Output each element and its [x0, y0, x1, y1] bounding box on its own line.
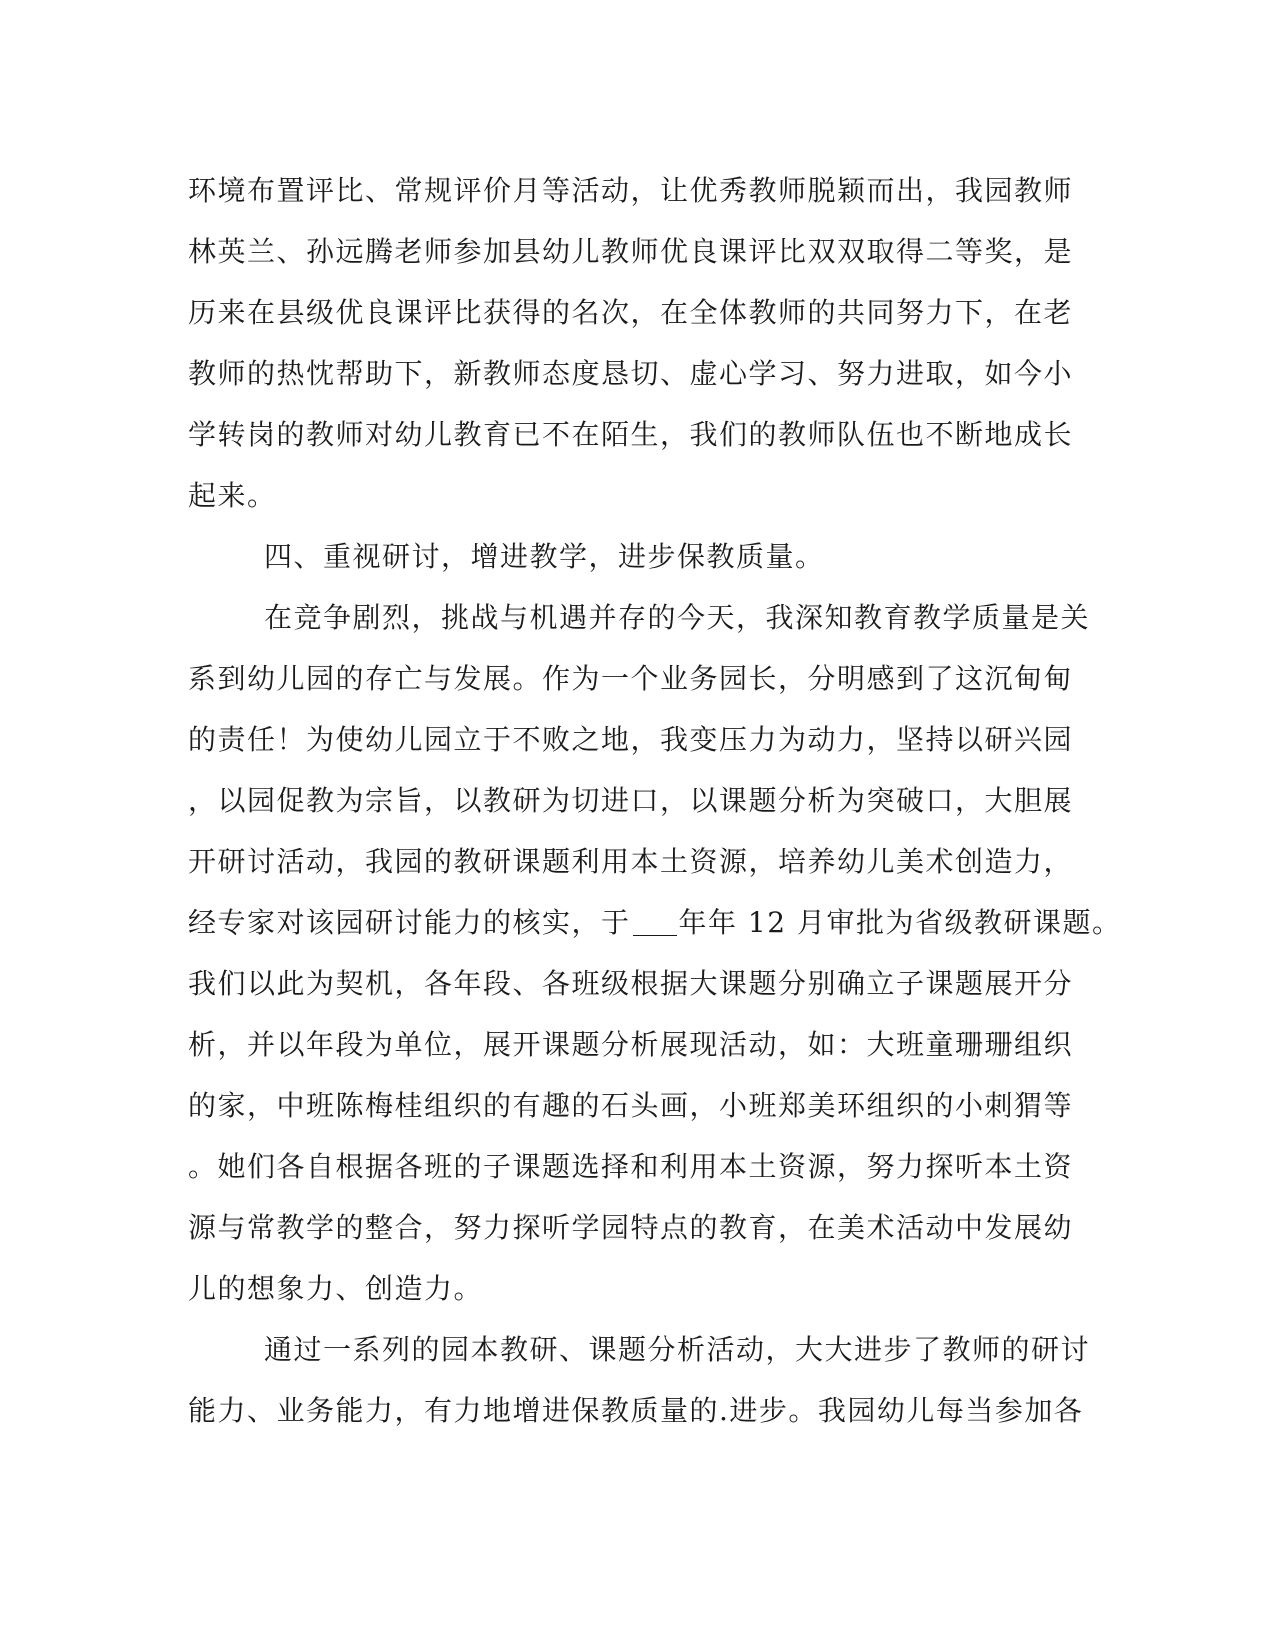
- text-line: ，以园促教为宗旨，以教研为切进口，以课题分析为突破口，大胆展: [188, 784, 1074, 817]
- text-line: 源与常教学的整合，努力探听学园特点的教育，在美术活动中发展幼: [188, 1211, 1074, 1244]
- text-line: 在竞争剧烈，挑战与机遇并存的今天，我深知教育教学质量是关: [264, 601, 1091, 634]
- text-line: 林英兰、孙远腾老师参加县幼儿教师优良课评比双双取得二等奖，是: [188, 235, 1074, 268]
- text-line: 环境布置评比、常规评价月等活动，让优秀教师脱颖而出，我园教师: [188, 174, 1074, 207]
- text-line: 的家，中班陈梅桂组织的有趣的石头画，小班郑美环组织的小刺猬等: [188, 1089, 1074, 1122]
- text-line-with-blank: [188, 892, 1122, 953]
- section-heading-4: [188, 526, 1088, 587]
- text-line: 学转岗的教师对幼儿教育已不在陌生，我们的教师队伍也不断地成长: [188, 418, 1074, 451]
- text-line: 起来。: [188, 479, 277, 512]
- fill-in-blank: [633, 905, 677, 936]
- paragraph-4: [188, 1319, 1091, 1441]
- text-line: 历来在县级优良课评比获得的名次，在全体教师的共同努力下，在老: [188, 296, 1074, 329]
- paragraph-1: [188, 160, 1088, 526]
- text-line: 。她们各自根据各班的子课题选择和利用本土资源，努力探听本土资: [188, 1150, 1074, 1183]
- text-line: 析，并以年段为单位，展开课题分析展现活动，如：大班童珊珊组织: [188, 1028, 1074, 1061]
- text-line: 我们以此为契机，各年段、各班级根据大课题分别确立子课题展开分: [188, 967, 1074, 1000]
- text-line: 开研讨活动，我园的教研课题利用本土资源，培养幼儿美术创造力，: [188, 845, 1074, 878]
- line-tail: 年年 12 月审批为省级教研课题。: [678, 906, 1122, 939]
- text-line: 系到幼儿园的存亡与发展。作为一个业务园长，分明感到了这沉甸甸: [188, 662, 1074, 695]
- text-line: 通过一系列的园本教研、课题分析活动，大大进步了教师的研讨: [264, 1333, 1091, 1366]
- text-line: 儿的想象力、创造力。: [188, 1272, 484, 1305]
- document-body: [188, 160, 1122, 1441]
- line-head: 经专家对该园研讨能力的核实，于: [188, 906, 631, 939]
- paragraph-3: [188, 587, 1122, 1319]
- text-line: 教师的热忱帮助下，新教师态度恳切、虚心学习、努力进取，如今小: [188, 357, 1074, 390]
- section-heading: 四、重视研讨，增进教学，进步保教质量。: [264, 540, 825, 573]
- text-line: 能力、业务能力，有力地增进保教质量的.进步。我园幼儿每当参加各: [188, 1394, 1084, 1427]
- text-line: 的责任！为使幼儿园立于不败之地，我变压力为动力，坚持以研兴园: [188, 723, 1074, 756]
